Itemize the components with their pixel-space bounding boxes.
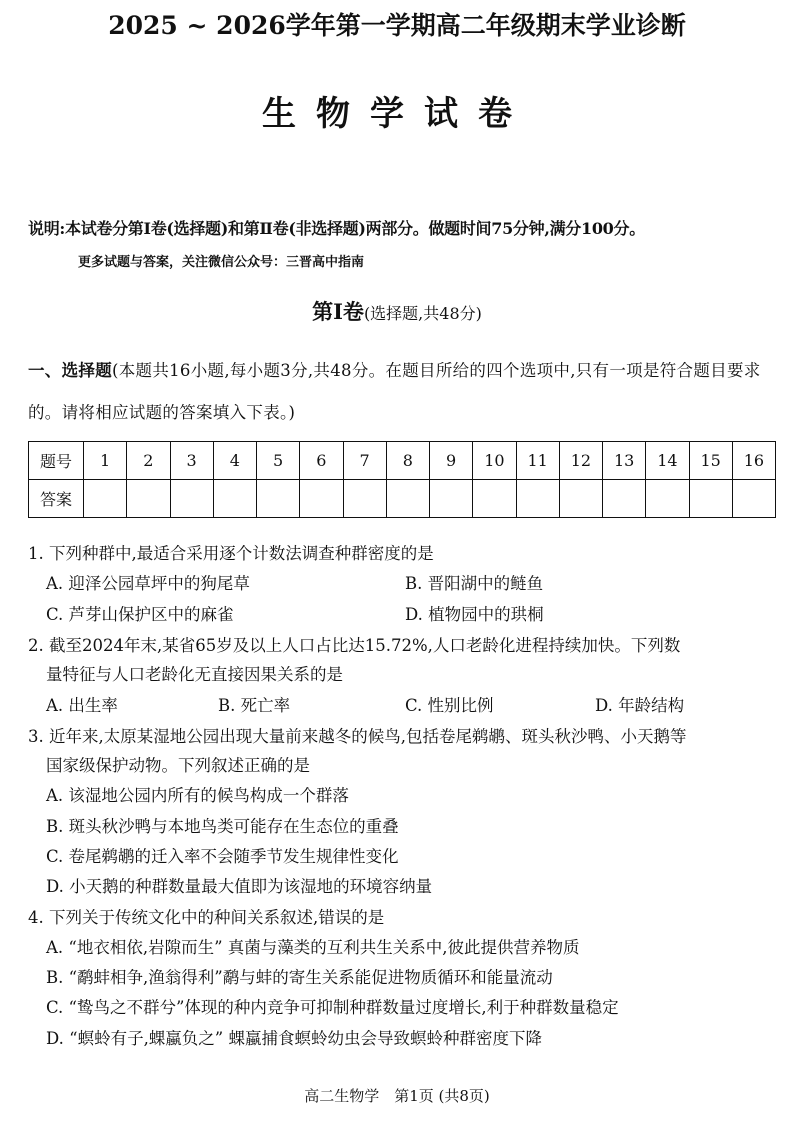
question-4-option-c: C. “鸷鸟之不群兮”体现的种内竞争可抑制种群数量过度增长,利于种群数量稳定 xyxy=(46,998,619,1017)
question-number-cell: 9 xyxy=(430,442,473,480)
answer-cell[interactable] xyxy=(127,480,170,518)
question-2-option-a: A. 出生率 xyxy=(46,696,118,715)
page-footer: 高二生物学 第1页 (共8页) xyxy=(304,1087,490,1105)
answer-cell[interactable] xyxy=(732,480,775,518)
part-title xyxy=(0,296,794,326)
question-1-option-b: B. 晋阳湖中的鲢鱼 xyxy=(405,574,544,593)
question-2-option-d: D. 年龄结构 xyxy=(595,696,685,715)
question-number-cell: 3 xyxy=(170,442,213,480)
question-number-cell: 4 xyxy=(213,442,256,480)
question-4-stem: 4. 下列关于传统文化中的种间关系叙述,错误的是 xyxy=(28,908,385,927)
question-number-cell: 14 xyxy=(646,442,689,480)
question-4-option-d: D. “螟蛉有子,蜾蠃负之” 蜾蠃捕食螟蛉幼虫会导致螟蛉种群密度下降 xyxy=(46,1029,542,1048)
question-number-cell: 1 xyxy=(84,442,127,480)
section-lead: 一、选择题 xyxy=(28,361,112,380)
question-number-cell: 11 xyxy=(516,442,559,480)
answer-cell[interactable] xyxy=(473,480,516,518)
question-number-row xyxy=(29,442,776,480)
exam-title: 2025 ~ 2026学年第一学期高二年级期末学业诊断 xyxy=(108,11,686,40)
part-title-main: 第Ⅰ卷 xyxy=(312,299,364,324)
part-title-sub: (选择题,共48分) xyxy=(363,304,482,323)
question-number-label: 题号 xyxy=(29,442,84,480)
answer-cell[interactable] xyxy=(430,480,473,518)
question-3-option-c: C. 卷尾鹈鹕的迁入率不会随季节发生规律性变化 xyxy=(46,847,399,866)
answer-cell[interactable] xyxy=(646,480,689,518)
question-number-cell: 5 xyxy=(257,442,300,480)
answer-cell[interactable] xyxy=(257,480,300,518)
answer-cell[interactable] xyxy=(559,480,602,518)
question-3-stem-line-1: 3. 近年来,太原某湿地公园出现大量前来越冬的候鸟,包括卷尾鹈鹕、斑头秋沙鸭、小天鹅等 xyxy=(28,727,687,746)
question-3-option-d: D. 小天鹅的种群数量最大值即为该湿地的环境容纳量 xyxy=(46,877,433,896)
answer-cell[interactable] xyxy=(516,480,559,518)
answer-cell[interactable] xyxy=(300,480,343,518)
section-instructions xyxy=(28,350,778,434)
question-2-stem-line-2: 量特征与人口老龄化无直接因果关系的是 xyxy=(46,665,343,684)
answer-label: 答案 xyxy=(29,480,84,518)
question-4-option-a: A. “地衣相依,岩隙而生” 真菌与藻类的互利共生关系中,彼此提供营养物质 xyxy=(46,938,580,957)
question-number-cell: 13 xyxy=(603,442,646,480)
question-4-option-b: B. “鹬蚌相争,渔翁得利”鹬与蚌的寄生关系能促进物质循环和能量流动 xyxy=(46,968,553,987)
answer-cell[interactable] xyxy=(689,480,732,518)
answer-row xyxy=(29,480,776,518)
answer-cell[interactable] xyxy=(213,480,256,518)
answer-table xyxy=(28,441,776,518)
question-number-cell: 7 xyxy=(343,442,386,480)
question-number-cell: 16 xyxy=(732,442,775,480)
question-3-option-a: A. 该湿地公园内所有的候鸟构成一个群落 xyxy=(46,786,349,805)
question-3-option-b: B. 斑头秋沙鸭与本地鸟类可能存在生态位的重叠 xyxy=(46,817,399,836)
question-number-cell: 15 xyxy=(689,442,732,480)
question-number-cell: 2 xyxy=(127,442,170,480)
question-2-option-b: B. 死亡率 xyxy=(218,696,291,715)
promo-line: 更多试题与答案，关注微信公众号：三晋高中指南 xyxy=(78,255,365,270)
question-number-cell: 8 xyxy=(386,442,429,480)
answer-cell[interactable] xyxy=(343,480,386,518)
question-2-stem-line-1: 2. 截至2024年末,某省65岁及以上人口占比达15.72%,人口老龄化进程持续加快。下列数 xyxy=(28,636,681,655)
question-1-option-a: A. 迎泽公园草坪中的狗尾草 xyxy=(46,574,250,593)
question-3-stem-line-2: 国家级保护动物。下列叙述正确的是 xyxy=(46,756,310,775)
exam-instructions: 说明:本试卷分第Ⅰ卷(选择题)和第Ⅱ卷(非选择题)两部分。做题时间75分钟,满分100分。 xyxy=(28,219,645,238)
subject-title: 生物学试卷 xyxy=(262,94,532,134)
answer-cell[interactable] xyxy=(170,480,213,518)
answer-cell[interactable] xyxy=(386,480,429,518)
question-number-cell: 12 xyxy=(559,442,602,480)
question-1-option-d: D. 植物园中的珙桐 xyxy=(405,605,544,624)
answer-cell[interactable] xyxy=(603,480,646,518)
question-2-option-c: C. 性别比例 xyxy=(405,696,494,715)
question-1-stem: 1. 下列种群中,最适合采用逐个计数法调查种群密度的是 xyxy=(28,544,434,563)
question-1-option-c: C. 芦芽山保护区中的麻雀 xyxy=(46,605,234,624)
answer-cell[interactable] xyxy=(84,480,127,518)
question-number-cell: 10 xyxy=(473,442,516,480)
question-number-cell: 6 xyxy=(300,442,343,480)
section-description: (本题共16小题,每小题3分,共48分。在题目所给的四个选项中,只有一项是符合题目要求的。请将相应试题的答案填入下表。) xyxy=(28,361,761,422)
